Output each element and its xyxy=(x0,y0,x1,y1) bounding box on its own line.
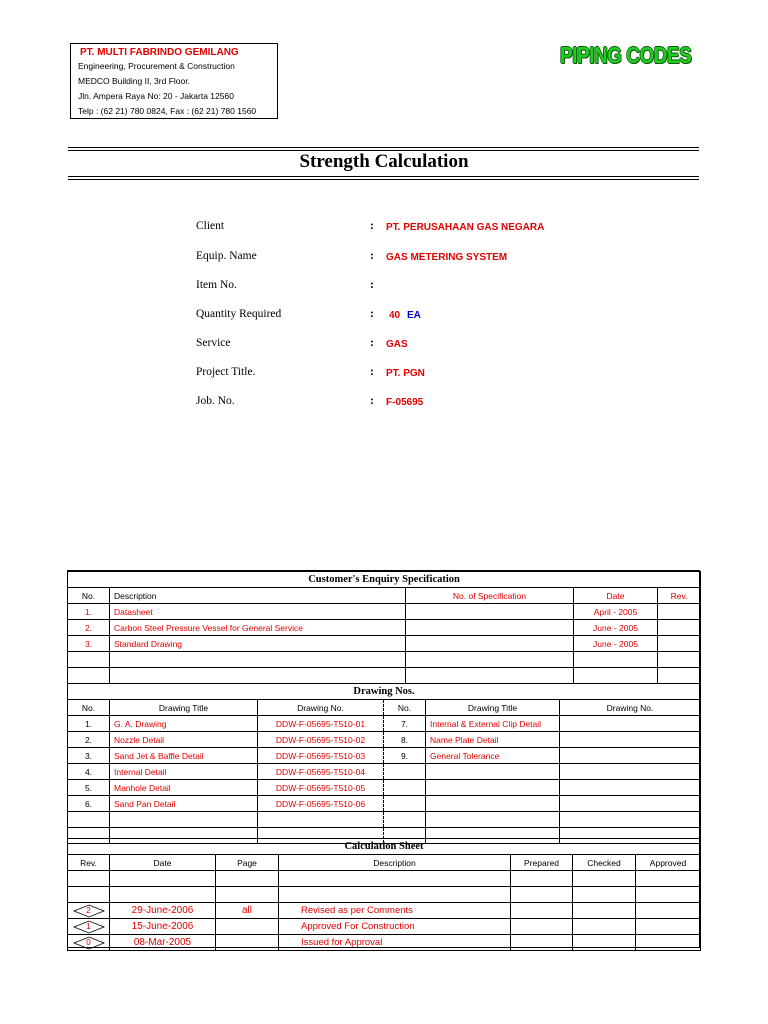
enquiry-header-row xyxy=(68,588,701,604)
document-title: Strength Calculation xyxy=(299,151,469,172)
col-header-spec: No. of Specification xyxy=(406,588,574,604)
col-header-approved: Approved xyxy=(636,855,701,871)
info-value-quantity-unit: EA xyxy=(407,310,421,321)
enquiry-title: Customer's Enquiry Specification xyxy=(68,572,701,588)
company-line-3: Jln. Ampera Raya No: 20 - Jakarta 12560 xyxy=(78,91,234,101)
col-header-date: Date xyxy=(110,855,216,871)
table-row-empty xyxy=(68,812,701,828)
company-info-box xyxy=(70,43,278,119)
company-line-2: MEDCO Building II, 3rd Floor. xyxy=(78,76,190,86)
enquiry-description: Datasheet xyxy=(110,604,406,620)
table-row xyxy=(68,620,701,636)
col-header-prepared: Prepared xyxy=(511,855,573,871)
table-row-empty xyxy=(68,652,701,668)
col-header-description: Description xyxy=(279,855,511,871)
enquiry-table xyxy=(67,571,701,684)
drawing-no: 5. xyxy=(68,780,110,796)
drawing-no: 4. xyxy=(68,764,110,780)
info-value-quantity: 40 xyxy=(389,310,401,321)
col-header-drawing-no-2: Drawing No. xyxy=(560,700,701,716)
revision-date: 29-June-2006 xyxy=(110,903,216,919)
info-colon: : xyxy=(370,308,374,320)
info-colon: : xyxy=(370,250,374,262)
revision-description: Revised as per Comments xyxy=(279,903,511,919)
col-header-rev: Rev. xyxy=(68,855,110,871)
drawing-no-2: 8. xyxy=(384,732,426,748)
col-header-rev: Rev. xyxy=(658,588,701,604)
calculation-table xyxy=(67,838,701,951)
col-header-drawing-no: Drawing No. xyxy=(258,700,384,716)
drawing-title: Nozzle Detail xyxy=(110,732,258,748)
drawing-no: 6. xyxy=(68,796,110,812)
table-row-empty xyxy=(68,871,701,887)
info-value-project-title: PT. PGN xyxy=(386,368,425,379)
table-row xyxy=(68,604,701,620)
drawing-title-2: Internal & External Clip Detail xyxy=(426,716,560,732)
revision-cell xyxy=(68,935,110,951)
table-row xyxy=(68,796,701,812)
calculation-header-row xyxy=(68,855,701,871)
drawing-title: G. A. Drawing xyxy=(110,716,258,732)
enquiry-no: 1. xyxy=(68,604,110,620)
table-row-empty xyxy=(68,887,701,903)
info-colon: : xyxy=(370,220,374,232)
drawing-no-2: 7. xyxy=(384,716,426,732)
drawing-title: Sand Jet & Baffle Detail xyxy=(110,748,258,764)
drawing-title-2: Name Plate Detail xyxy=(426,732,560,748)
info-value-equip-name: GAS METERING SYSTEM xyxy=(386,252,508,263)
col-header-checked: Checked xyxy=(573,855,636,871)
revision-date: 08-Mar-2005 xyxy=(110,935,216,951)
revision-triangle-icon xyxy=(79,905,99,917)
enquiry-description: Standard Drawing xyxy=(110,636,406,652)
table-row xyxy=(68,636,701,652)
col-header-page: Page xyxy=(216,855,279,871)
col-header-no-2: No. xyxy=(384,700,426,716)
drawing-no: 2. xyxy=(68,732,110,748)
revision-date: 15-June-2006 xyxy=(110,919,216,935)
drawing-number: DDW-F-05695-T510-04 xyxy=(258,764,384,780)
divider-title-bottom-2 xyxy=(68,179,699,180)
drawing-number: DDW-F-05695-T510-01 xyxy=(258,716,384,732)
info-colon: : xyxy=(370,395,374,407)
table-row xyxy=(68,732,701,748)
company-line-1: Engineering, Procurement & Construction xyxy=(78,61,235,71)
info-label-item-no: Item No. xyxy=(196,279,237,291)
info-value-client: PT. PERUSAHAAN GAS NEGARA xyxy=(386,222,545,233)
revision-description: Approved For Construction xyxy=(279,919,511,935)
drawing-no: 1. xyxy=(68,716,110,732)
info-label-client: Client xyxy=(196,220,225,232)
enquiry-spec xyxy=(406,620,574,636)
drawing-number: DDW-F-05695-T510-03 xyxy=(258,748,384,764)
table-row xyxy=(68,903,701,919)
revision-triangle-icon xyxy=(79,937,99,949)
enquiry-spec xyxy=(406,604,574,620)
info-value-service: GAS xyxy=(386,339,408,350)
col-header-no: No. xyxy=(68,588,110,604)
enquiry-rev xyxy=(658,620,701,636)
drawing-title: Manhole Detail xyxy=(110,780,258,796)
revision-page: all xyxy=(216,903,279,919)
info-colon: : xyxy=(370,337,374,349)
info-label-project-title: Project Title. xyxy=(196,366,256,378)
revision-number: 1 xyxy=(86,922,91,932)
company-name: PT. MULTI FABRINDO GEMILANG xyxy=(80,47,239,58)
revision-triangle-icon xyxy=(79,921,99,933)
drawing-number: DDW-F-05695-T510-05 xyxy=(258,780,384,796)
company-line-4: Telp : (62 21) 780 0824, Fax : (62 21) 780 1560 xyxy=(78,106,257,116)
col-header-no: No. xyxy=(68,700,110,716)
enquiry-rev xyxy=(658,604,701,620)
table-row xyxy=(68,764,701,780)
table-row xyxy=(68,748,701,764)
table-row xyxy=(68,716,701,732)
drawing-no: 3. xyxy=(68,748,110,764)
info-colon: : xyxy=(370,279,374,291)
revision-cell xyxy=(68,919,110,935)
table-row xyxy=(68,935,701,951)
drawings-table xyxy=(67,683,701,844)
revision-cell xyxy=(68,903,110,919)
divider-title-bottom xyxy=(68,176,699,177)
info-label-service: Service xyxy=(196,337,231,349)
revision-description: Issued for Approval xyxy=(279,935,511,951)
info-label-equip-name: Equip. Name xyxy=(196,250,257,262)
col-header-drawing-title-2: Drawing Title xyxy=(426,700,560,716)
calculation-title: Calculation Sheet xyxy=(68,839,701,855)
enquiry-no: 3. xyxy=(68,636,110,652)
col-header-date: Date xyxy=(574,588,658,604)
drawing-no-2: 9. xyxy=(384,748,426,764)
revision-number: 2 xyxy=(86,906,91,916)
drawing-number: DDW-F-05695-T510-02 xyxy=(258,732,384,748)
drawing-title: Sand Pan Detail xyxy=(110,796,258,812)
info-colon: : xyxy=(370,366,374,378)
revision-page xyxy=(216,919,279,935)
divider-top xyxy=(68,147,699,148)
brand-logo: PIPING CODES xyxy=(560,42,692,68)
enquiry-date: June - 2005 xyxy=(574,620,658,636)
info-label-job-no: Job. No. xyxy=(196,395,235,407)
enquiry-date: April - 2005 xyxy=(574,604,658,620)
drawing-number: DDW-F-05695-T510-06 xyxy=(258,796,384,812)
drawing-title-2: General Tolerance xyxy=(426,748,560,764)
col-header-description: Description xyxy=(110,588,406,604)
enquiry-rev xyxy=(658,636,701,652)
drawings-header-row xyxy=(68,700,701,716)
drawings-title: Drawing Nos. xyxy=(68,684,701,700)
info-label-quantity: Quantity Required xyxy=(196,308,282,320)
revision-page xyxy=(216,935,279,951)
table-row xyxy=(68,919,701,935)
drawing-title: Internal Detail xyxy=(110,764,258,780)
enquiry-description: Carbon Steel Pressure Vessel for General Service xyxy=(110,620,406,636)
enquiry-no: 2. xyxy=(68,620,110,636)
revision-number: 0 xyxy=(86,938,91,948)
info-value-job-no: F-05695 xyxy=(386,397,424,408)
enquiry-spec xyxy=(406,636,574,652)
table-row xyxy=(68,780,701,796)
enquiry-date: June - 2005 xyxy=(574,636,658,652)
table-row-empty xyxy=(68,668,701,684)
col-header-drawing-title: Drawing Title xyxy=(110,700,258,716)
